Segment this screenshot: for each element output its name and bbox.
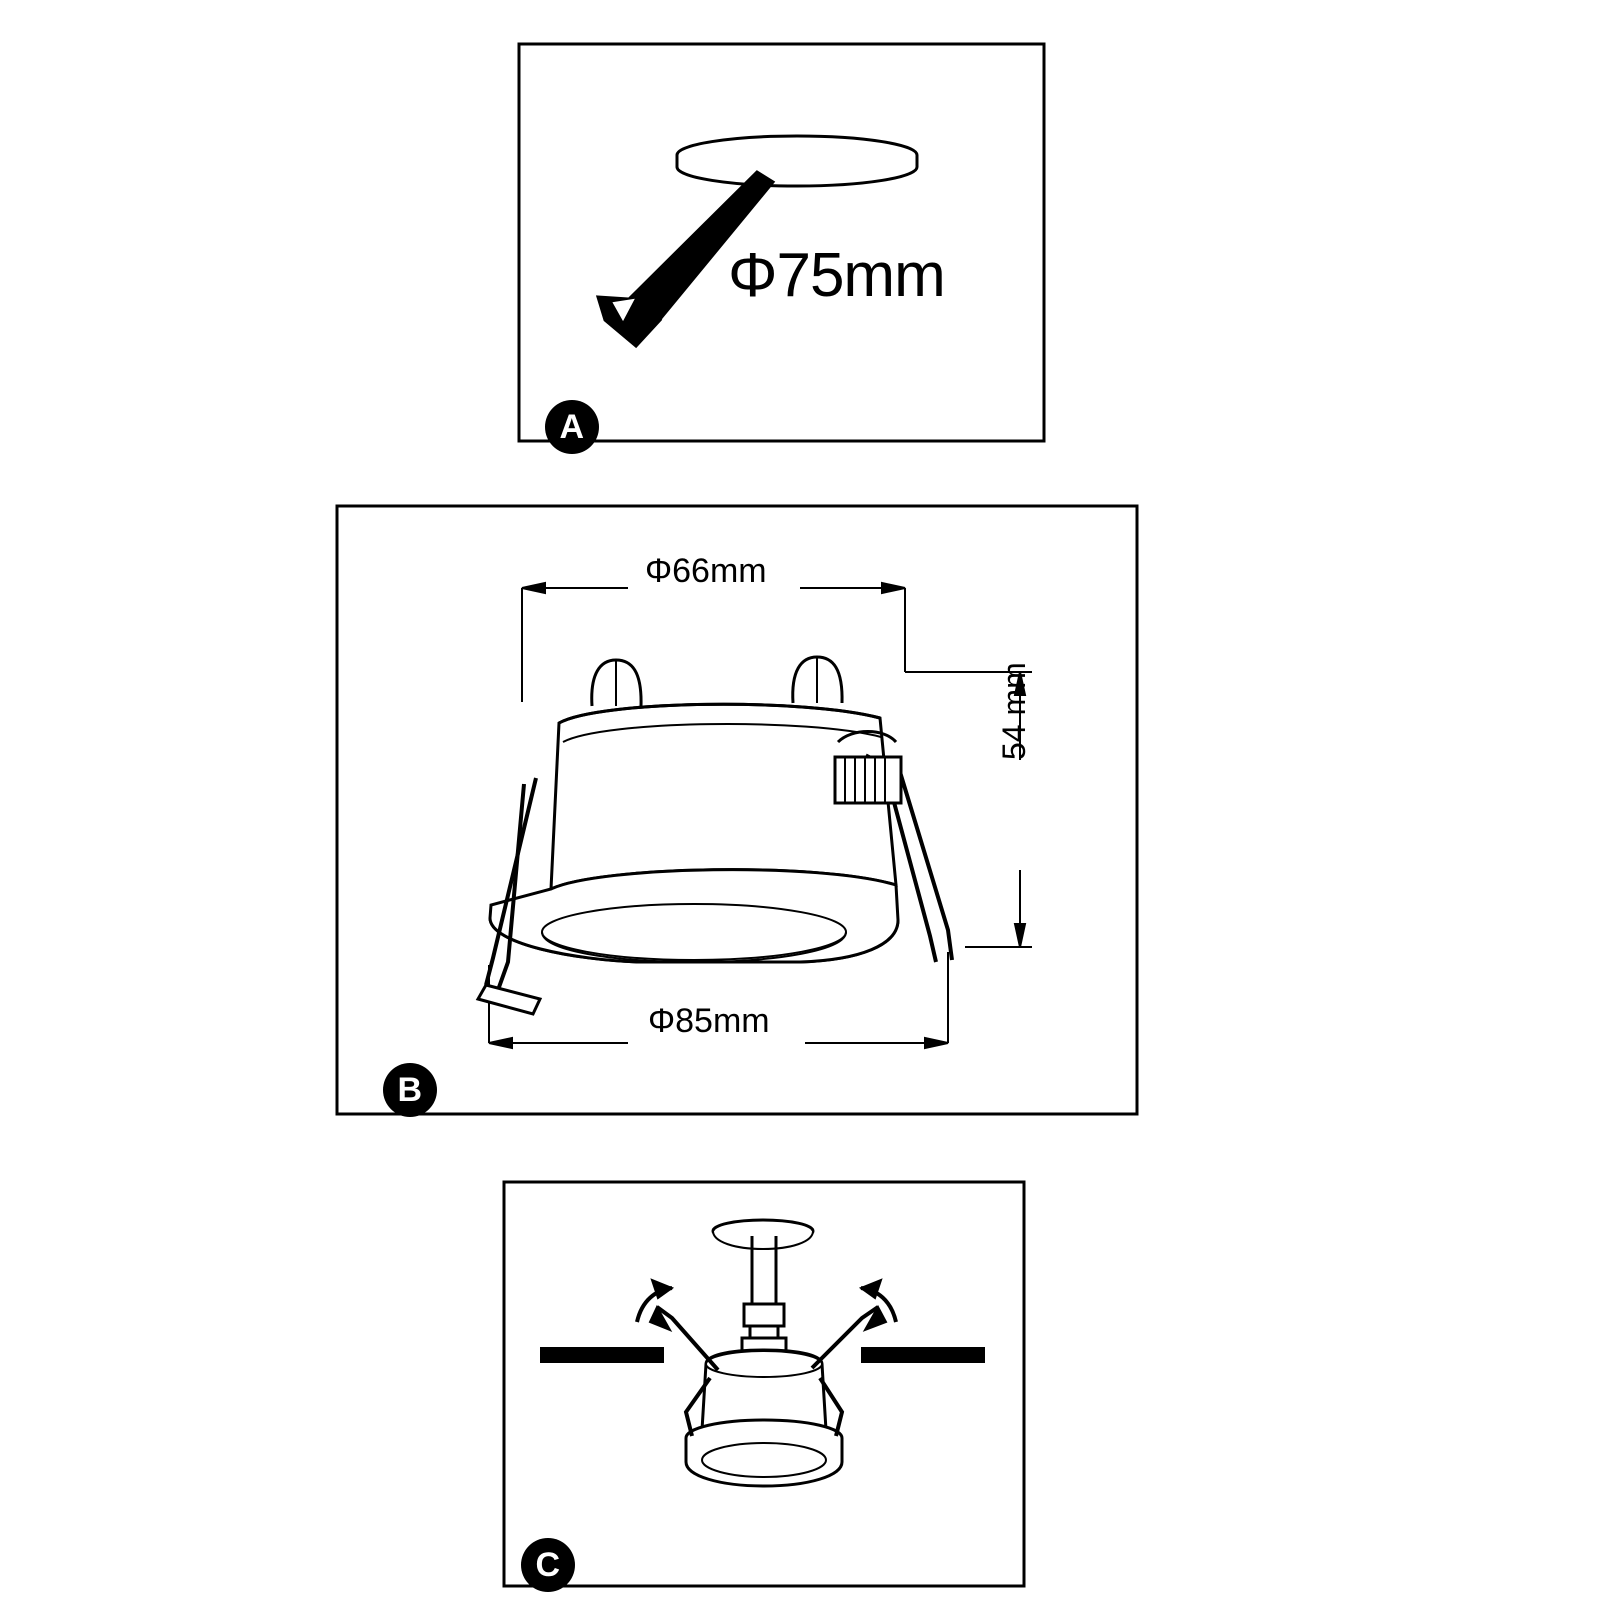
dimension-body-diameter: Φ66mm xyxy=(645,552,767,590)
dimension-cutout-diameter: Φ75mm xyxy=(728,241,945,310)
dimension-height: 54 mm xyxy=(996,662,1032,760)
panel-label-b: B xyxy=(383,1063,437,1117)
ceiling-slab-left xyxy=(541,1348,663,1362)
ceiling-disc xyxy=(677,136,917,186)
ceiling-slab-right xyxy=(862,1348,984,1362)
panel-label-c: C xyxy=(521,1538,575,1592)
panel-label-a: A xyxy=(545,400,599,454)
dimension-trim-diameter: Φ85mm xyxy=(648,1002,770,1040)
